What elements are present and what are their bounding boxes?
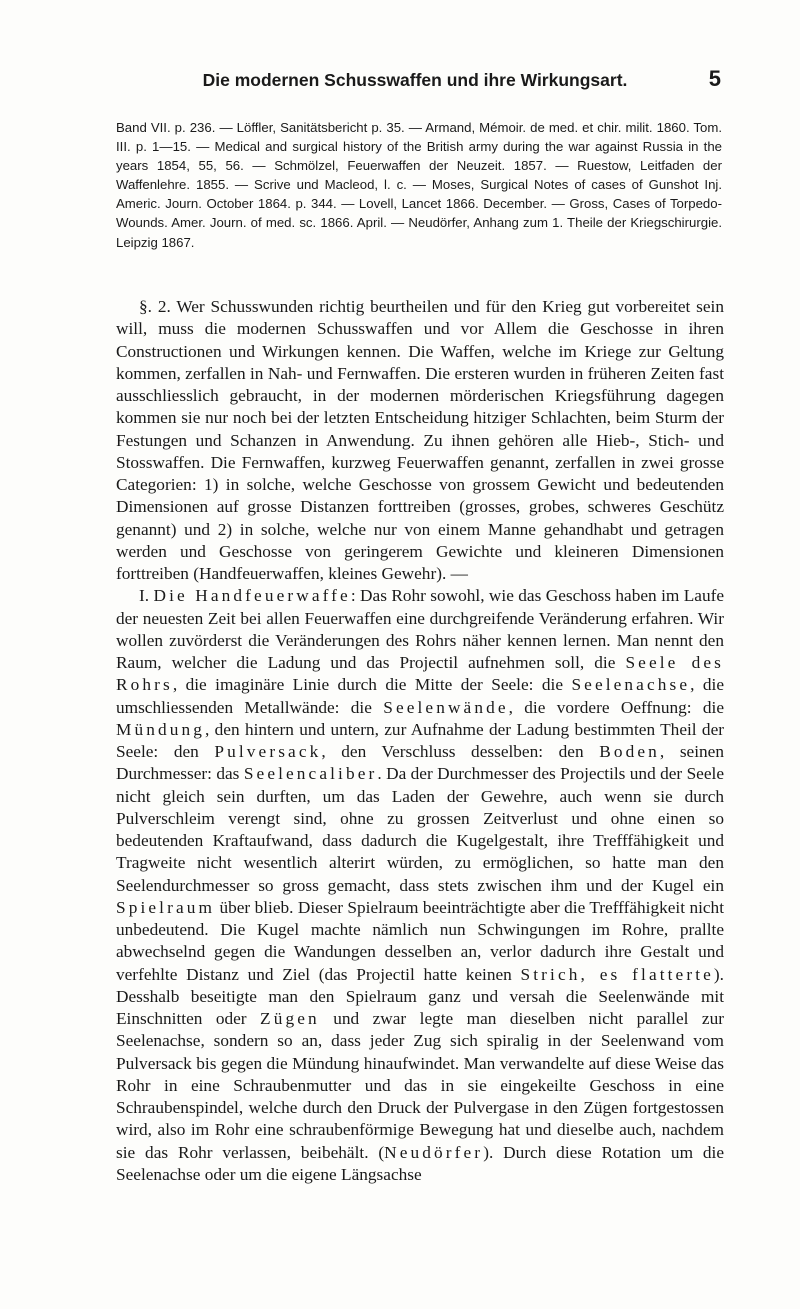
- running-head: [115, 66, 721, 96]
- spaced-term: Spielraum: [116, 897, 216, 917]
- paragraph-1: §. 2. Wer Schusswunden richtig beurtheilen und für den Krieg gut vorbereitet sein will, muss die modernen Schusswaffen und vor Allem die Geschosse in ihren Constructionen und Wirkungen kennen. Die Waffen, welche im Kriege zur Geltung kommen, zerfallen in Nah- und Fernwaffen. Die ersteren wurden in früheren Zeiten fast ausschliesslich gebraucht, in der modernen mörderischen Kriegsführung dagegen kommen sie nur noch bei der letzten Entscheidung hitziger Schlachten, beim Sturm der Festungen und Schanzen in Anwendung. Zu ihnen gehören alle Hieb-, Stich- und Stosswaffen. Die Fernwaffen, kurzweg Feuerwaffen genannt, zerfallen in zwei grosse Categorien: 1) in solche, welche Geschosse von grossem Gewicht und bedeutenden Dimensionen auf grosse Distanzen forttreiben (grosses, grobes, schweres Geschütz genannt) und 2) in solche, welche nur von einem Manne gehandhabt und getragen werden und Geschosse von geringerem Gewichte und kleineren Dimensionen forttreiben (Handfeuerwaffen, kleines Gewehr). —: [116, 297, 724, 583]
- spaced-term: Strich, es flatterte: [520, 964, 714, 984]
- paragraph-2: I. Die Handfeuerwaffe: Das Rohr sowohl, wie das Geschoss haben im Laufe der neuesten Zeit bei allen Feuerwaffen eine durchgreifende Veränderung erfahren. Wir wollen zuvörderst die Veränderungen des Rohrs näher kennen lernen. Man nennt den Raum, welcher die Ladung und das Projectil aufnehmen soll, die Seele des Rohrs, die imaginäre Linie durch die Mitte der Seele: die Seelenachse, die umschliessenden Metallwände: die Seelenwände, die vordere Oeffnung: die Mündung, den hintern und untern, zur Aufnahme der Ladung bestimmten Theil der Seele: den Pulversack, den Verschluss desselben: den Boden, seinen Durchmesser: das Seelencaliber. Da der Durchmesser des Projectils und der Seele nicht gleich sein durften, um das Laden der Gewehre, auch wenn sie durch Pulverschleim verengt sind, ohne zu grossen Zeitverlust und ohne einen so bedeutenden Kraftaufwand, dass dadurch die Kugelgestalt, ihre Trefffähigkeit und Tragweite nicht wesentlich alterirt würden, zu ermöglichen, so hatte man den Seelendurchmesser so gross gemacht, dass stets zwischen ihm und der Kugel ein Spielraum über blieb. Dieser Spielraum beeinträchtigte aber die Trefffähigkeit nicht unbedeutend. Die Kugel machte nämlich nun Schwingungen im Rohre, prallte abwechselnd gegen die Wandungen desselben an, verlor dadurch ihre Gestalt und verfehlte Distanz und Ziel (das Projectil hatte keinen Strich, es flatterte). Desshalb beseitigte man den Spielraum ganz und versah die Seelenwände mit Einschnitten oder Zügen und zwar legte man dieselben nicht parallel zur Seelenachse, sondern so an, dass jeder Zug sich spiralig in der Seelenwand vom Pulversack bis gegen die Mündung hinaufwindet. Man verwandelte auf diese Weise das Rohr in eine Schraubenmutter und das in sie eingekeilte Geschoss in eine Schraubenspindel, welche durch den Druck der Pulvergase in den Zügen fortgestossen wird, also im Rohr eine schraubenförmige Bewegung hat und dieselbe auch, nachdem sie das Rohr verlassen, beibehält. (Neudörfer). Durch diese Rotation um die Seelenachse oder um die eigene Längsachse: [116, 586, 725, 1184]
- spaced-term: Seele des Rohrs: [116, 653, 724, 695]
- spaced-term: Neudörfer: [384, 1142, 484, 1162]
- spaced-term: Die Handfeuerwaffe: [153, 586, 351, 606]
- main-text: [116, 296, 724, 1186]
- spaced-term: Seelenwände: [383, 697, 509, 717]
- spaced-term: Boden: [599, 742, 660, 761]
- spaced-term: Seelencaliber: [243, 764, 378, 784]
- spaced-term: Pulversack: [214, 742, 322, 761]
- references-text: Band VII. p. 236. — Löffler, Sanitätsbericht p. 35. — Armand, Mémoir. de med. et chir. milit. 1860. Tom. III. p. 1—15. — Medical and surgical history of the British army during the war against Russia in the years 1854, 55, 56. — Schmölzel, Feuerwaffen der Neuzeit. 1857. — Ruestow, Leitfaden der Waffenlehre. 1855. — Scrive und Macleod, l. c. — Moses, Surgical Notes of cases of Gunshot Inj. Americ. Journ. October 1864. p. 344. — Lovell, Lancet 1866. December. — Gross, Cases of Torpedo-Wounds. Amer. Journ. of med. sc. 1866. April. — Neudörfer, Anhang zum 1. Theile der Kriegschirurgie. Leipzig 1867.: [116, 120, 722, 250]
- spaced-term: Zügen: [260, 1009, 320, 1028]
- spaced-term: Mündung: [116, 719, 206, 739]
- spaced-term: Seelenachse: [571, 675, 691, 695]
- page-number: 5: [708, 66, 721, 91]
- references-block: [116, 118, 722, 252]
- running-title: Die modernen Schusswaffen und ihre Wirkungsart.: [202, 70, 628, 90]
